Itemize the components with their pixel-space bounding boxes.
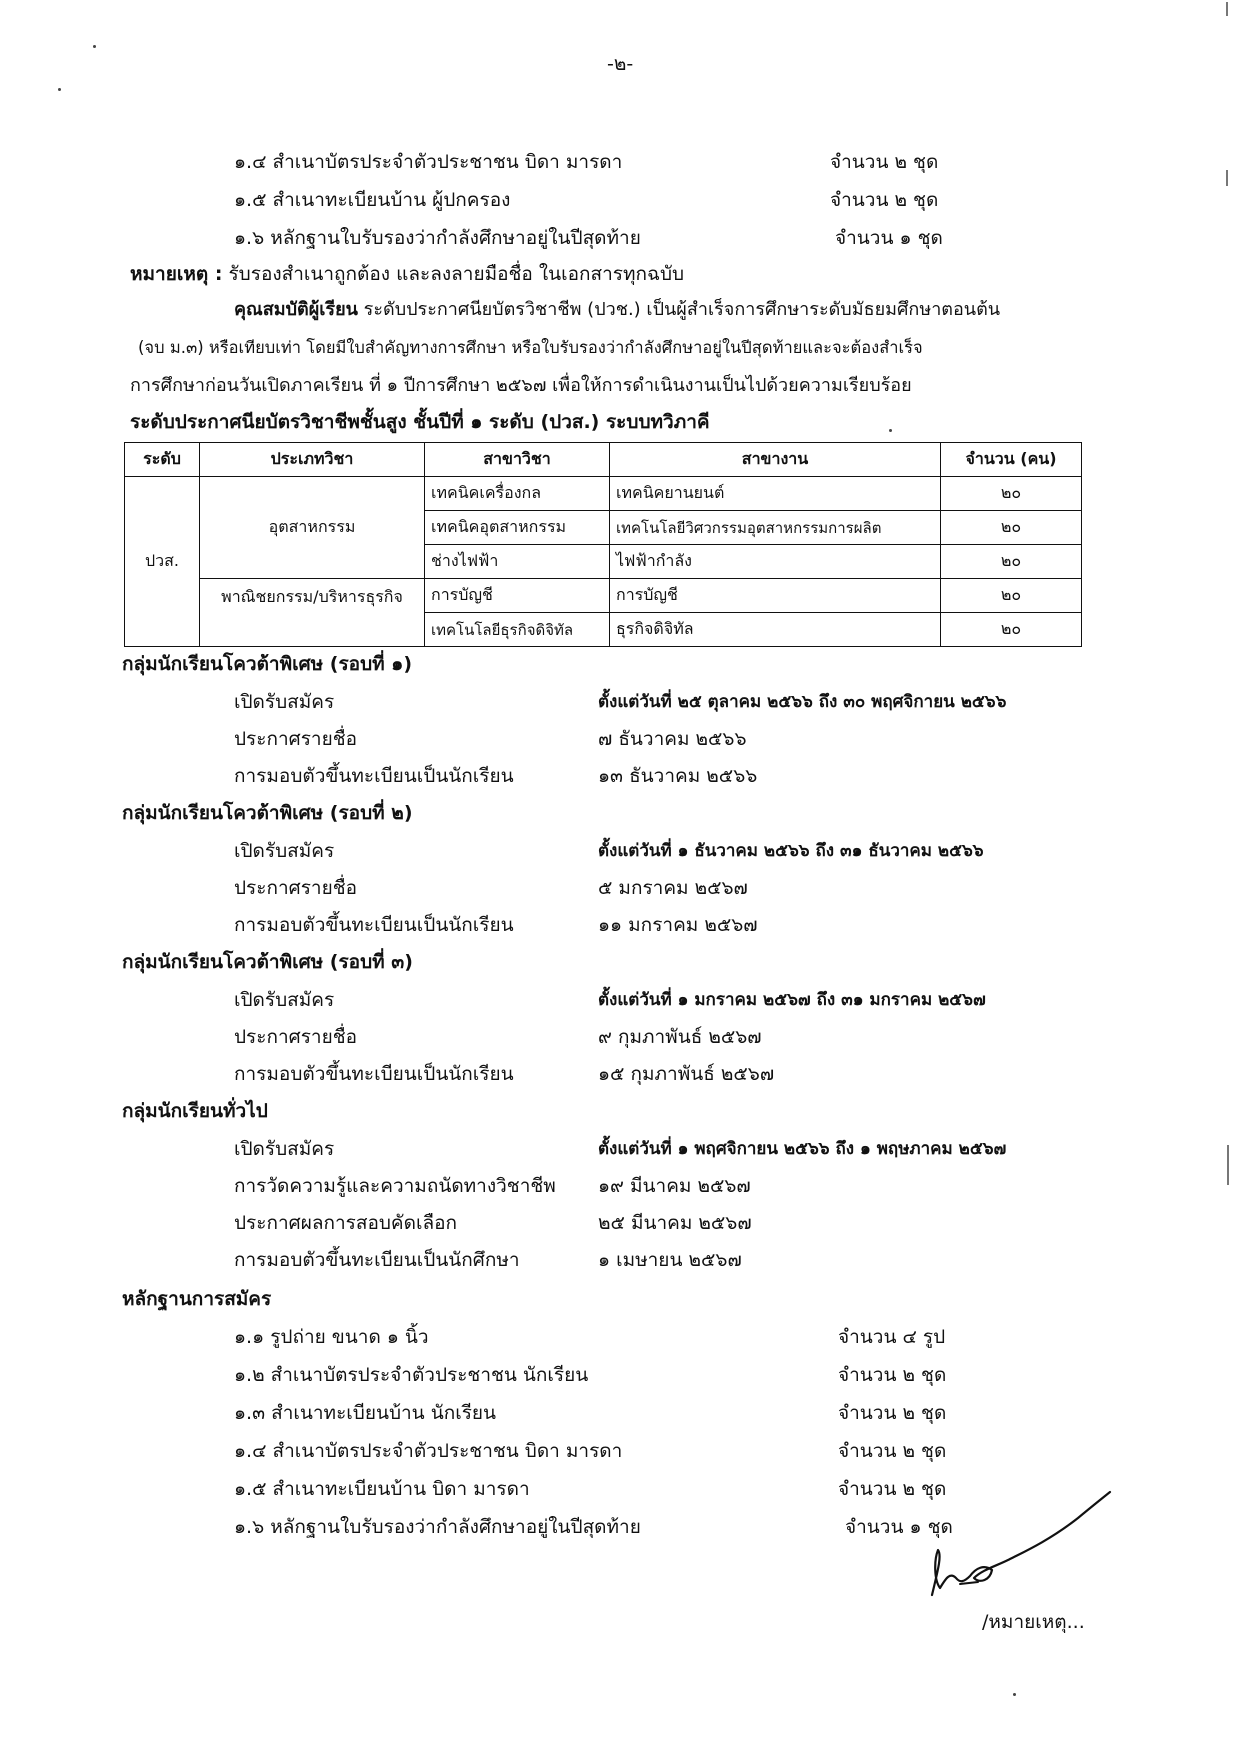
page-number: -๒- <box>607 53 634 75</box>
scan-speck <box>1013 1693 1016 1696</box>
major-cell: ช่างไฟฟ้า <box>425 545 610 579</box>
count-cell: ๒๐ <box>941 477 1082 511</box>
schedule-value: ๑๑ มกราคม ๒๕๖๗ <box>598 914 758 936</box>
count-cell: ๒๐ <box>941 579 1082 613</box>
table-header-row <box>125 443 1082 477</box>
schedule-value: ตั้งแต่วันที่ ๑ ธันวาคม ๒๕๖๖ ถึง ๓๑ ธันวาคม ๒๕๖๖ <box>598 841 984 861</box>
major-cell: การบัญชี <box>425 579 610 613</box>
level-cell: ปวส. <box>125 477 200 647</box>
schedule-label: การมอบตัวขึ้นทะเบียนเป็นนักศึกษา <box>234 1249 520 1271</box>
evidence-item-label: ๑.๓ สำเนาทะเบียนบ้าน นักเรียน <box>234 1402 497 1424</box>
scan-edge-mark <box>1226 170 1228 186</box>
scan-speck <box>93 45 96 48</box>
table-row <box>125 477 1082 511</box>
schedule-heading: กลุ่มนักเรียนทั่วไป <box>122 1100 268 1122</box>
qualification-line-3: การศึกษาก่อนวันเปิดภาคเรียน ที่ ๑ ปีการศึกษา ๒๕๖๗ เพื่อให้การดำเนินงานเป็นไปด้วยความเรียบร้อย <box>130 375 912 396</box>
schedule-label: เปิดรับสมัคร <box>234 989 335 1011</box>
schedule-value: ๑ เมษายน ๒๕๖๗ <box>598 1249 742 1271</box>
scan-speck <box>58 88 61 91</box>
evidence-item-label: ๑.๒ สำเนาบัตรประจำตัวประชาชน นักเรียน <box>234 1364 589 1386</box>
evidence-item-label: ๑.๖ หลักฐานใบรับรองว่ากำลังศึกษาอยู่ในปีสุดท้าย <box>234 1516 641 1538</box>
top-item-label: ๑.๕ สำเนาทะเบียนบ้าน ผู้ปกครอง <box>234 189 511 211</box>
schedule-label: การมอบตัวขึ้นทะเบียนเป็นนักเรียน <box>234 1063 514 1085</box>
schedule-value: ๑๕ กุมภาพันธ์ ๒๕๖๗ <box>598 1063 775 1085</box>
schedule-value: ๑๙ มีนาคม ๒๕๖๗ <box>598 1175 751 1197</box>
top-item-label: ๑.๔ สำเนาบัตรประจำตัวประชาชน บิดา มารดา <box>234 151 623 173</box>
top-item-qty: จำนวน ๒ ชุด <box>830 189 939 211</box>
schedule-label: ประกาศรายชื่อ <box>234 1026 358 1048</box>
program-table <box>124 442 1082 647</box>
schedule-value: ตั้งแต่วันที่ ๑ มกราคม ๒๕๖๗ ถึง ๓๑ มกราคม ๒๕๖๗ <box>598 990 986 1010</box>
evidence-item-qty: จำนวน ๒ ชุด <box>838 1478 947 1500</box>
major-cell: เทคโนโลยีธุรกิจดิจิทัล <box>425 613 610 647</box>
field-cell: ไฟฟ้ากำลัง <box>610 545 941 579</box>
note-label: หมายเหตุ : <box>130 263 223 285</box>
top-item-qty: จำนวน ๑ ชุด <box>835 227 943 249</box>
top-item-qty: จำนวน ๒ ชุด <box>830 151 939 173</box>
schedule-value: ๒๕ มีนาคม ๒๕๖๗ <box>598 1212 752 1234</box>
scan-edge-mark <box>1226 2 1228 16</box>
table-title: ระดับประกาศนียบัตรวิชาชีพชั้นสูง ชั้นปีที่ ๑ ระดับ (ปวส.) ระบบทวิภาคี <box>130 411 710 433</box>
schedule-value: ตั้งแต่วันที่ ๑ พฤศจิกายน ๒๕๖๖ ถึง ๑ พฤษภาคม ๒๕๖๗ <box>598 1139 1007 1159</box>
evidence-item-label: ๑.๑ รูปถ่าย ขนาด ๑ นิ้ว <box>234 1326 429 1348</box>
evidence-item-label: ๑.๕ สำเนาทะเบียนบ้าน บิดา มารดา <box>234 1478 530 1500</box>
note <box>130 262 684 286</box>
schedule-label: เปิดรับสมัคร <box>234 1138 335 1160</box>
schedule-label: เปิดรับสมัคร <box>234 840 335 862</box>
table-row <box>125 579 1082 613</box>
column-header: ประเภทวิชา <box>200 443 425 477</box>
evidence-item-label: ๑.๔ สำเนาบัตรประจำตัวประชาชน บิดา มารดา <box>234 1440 623 1462</box>
schedule-heading: กลุ่มนักเรียนโควต้าพิเศษ (รอบที่ ๑) <box>122 653 413 675</box>
scan-speck <box>889 429 892 432</box>
field-cell: การบัญชี <box>610 579 941 613</box>
schedule-value: ๕ มกราคม ๒๕๖๗ <box>598 877 748 899</box>
note-text: รับรองสำเนาถูกต้อง และลงลายมือชื่อ ในเอกสารทุกฉบับ <box>228 263 685 285</box>
field-cell: ธุรกิจดิจิทัล <box>610 613 941 647</box>
qualification-text: ระดับประกาศนียบัตรวิชาชีพ (ปวช.) เป็นผู้สำเร็จการศึกษาระดับมัธยมศึกษาตอนต้น <box>363 299 1001 320</box>
count-cell: ๒๐ <box>941 545 1082 579</box>
column-header: ระดับ <box>125 443 200 477</box>
column-header: สาขาวิชา <box>425 443 610 477</box>
schedule-label: การมอบตัวขึ้นทะเบียนเป็นนักเรียน <box>234 765 514 787</box>
type-cell: พาณิชยกรรม/บริหารธุรกิจ <box>200 579 425 647</box>
count-cell: ๒๐ <box>941 511 1082 545</box>
schedule-label: ประกาศรายชื่อ <box>234 877 358 899</box>
schedule-label: ประกาศรายชื่อ <box>234 728 358 750</box>
schedule-label: การมอบตัวขึ้นทะเบียนเป็นนักเรียน <box>234 914 514 936</box>
schedule-value: ๑๓ ธันวาคม ๒๕๖๖ <box>598 765 758 787</box>
column-header: จำนวน (คน) <box>941 443 1082 477</box>
qualification-line-1 <box>234 298 1000 322</box>
top-item-label: ๑.๖ หลักฐานใบรับรองว่ากำลังศึกษาอยู่ในปีสุดท้าย <box>234 227 641 249</box>
schedule-heading: กลุ่มนักเรียนโควต้าพิเศษ (รอบที่ ๒) <box>122 802 413 824</box>
next-page-indicator: /หมายเหตุ... <box>982 1611 1085 1633</box>
qualification-heading: คุณสมบัติผู้เรียน <box>234 299 358 320</box>
schedule-value: ๙ กุมภาพันธ์ ๒๕๖๗ <box>598 1026 762 1048</box>
major-cell: เทคนิคเครื่องกล <box>425 477 610 511</box>
type-cell: อุตสาหกรรม <box>200 477 425 579</box>
evidence-item-qty: จำนวน ๔ รูป <box>838 1326 946 1348</box>
evidence-item-qty: จำนวน ๒ ชุด <box>838 1364 947 1386</box>
schedule-value: ๗ ธันวาคม ๒๕๖๖ <box>598 728 747 750</box>
qualification-line-2: (จบ ม.๓) หรือเทียบเท่า โดยมีใบสำคัญทางการศึกษา หรือใบรับรองว่ากำลังศึกษาอยู่ในปีสุดท้ายและจะต้องสำเร็จ <box>138 338 923 357</box>
evidence-item-qty: จำนวน ๒ ชุด <box>838 1402 947 1424</box>
schedule-heading: กลุ่มนักเรียนโควต้าพิเศษ (รอบที่ ๓) <box>122 951 413 973</box>
major-cell: เทคนิคอุตสาหกรรม <box>425 511 610 545</box>
field-cell: เทคโนโลยีวิศวกรรมอุตสาหกรรมการผลิต <box>610 511 941 545</box>
schedule-label: ประกาศผลการสอบคัดเลือก <box>234 1212 458 1234</box>
column-header: สาขางาน <box>610 443 941 477</box>
schedule-label: เปิดรับสมัคร <box>234 691 335 713</box>
evidence-item-qty: จำนวน ๒ ชุด <box>838 1440 947 1462</box>
field-cell: เทคนิคยานยนต์ <box>610 477 941 511</box>
signature-mark <box>920 1460 1120 1610</box>
schedule-label: การวัดความรู้และความถนัดทางวิชาชีพ <box>234 1175 556 1197</box>
evidence-heading: หลักฐานการสมัคร <box>122 1288 272 1310</box>
evidence-item-qty: จำนวน ๑ ชุด <box>845 1516 953 1538</box>
schedule-value: ตั้งแต่วันที่ ๒๕ ตุลาคม ๒๕๖๖ ถึง ๓๐ พฤศจิกายน ๒๕๖๖ <box>598 692 1007 712</box>
scan-edge-mark <box>1227 1145 1229 1185</box>
count-cell: ๒๐ <box>941 613 1082 647</box>
